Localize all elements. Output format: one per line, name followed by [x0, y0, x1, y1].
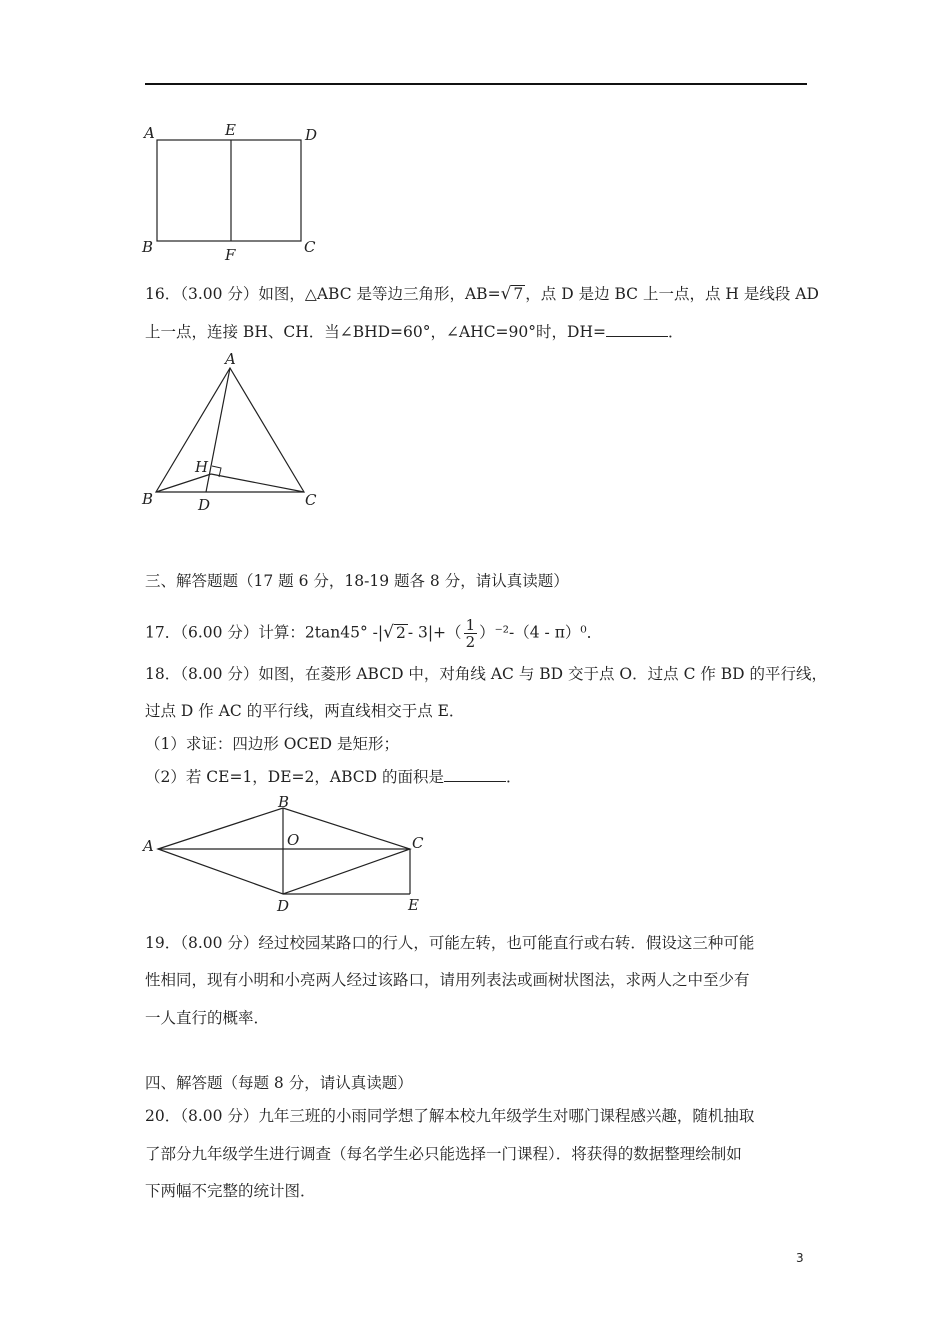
segment-ad — [206, 368, 230, 492]
section3-title: 三、解答题题（17 题 6 分，18-19 题各 8 分，请认真读题） — [145, 572, 569, 590]
label-d: D — [305, 126, 318, 144]
label-c: C — [412, 834, 424, 852]
q17-line: 17．（6.00 分）计算：2tan45° -|√ 2 - 3|+（ $\frac{1}{2}$ ）⁻²-（4 - π）⁰． — [145, 616, 603, 651]
q19-line3: 一人直行的概率． — [145, 1009, 270, 1027]
label-c: C — [305, 491, 317, 509]
rectangle-abcd — [157, 140, 301, 241]
rhombus-abcd — [158, 808, 410, 894]
label-e: E — [408, 896, 419, 914]
label-b: B — [142, 238, 154, 256]
q16-line2: 上一点，连接 BH、CH．当∠BHD=60°，∠AHC=90°时，DH= ． — [145, 323, 684, 341]
label-e: E — [225, 121, 236, 139]
sqrt-icon: √ — [500, 284, 512, 304]
label-a: A — [144, 124, 155, 142]
header-rule — [145, 83, 807, 85]
label-a: A — [143, 837, 154, 855]
segment-ch — [211, 474, 304, 492]
q17-sqrt-value: 2 — [395, 623, 406, 642]
label-d: D — [277, 897, 290, 915]
q19-line2: 性相同，现有小明和小亮两人经过该路口，请用列表法或画树状图法，求两人之中至少有 — [145, 971, 750, 989]
q20-line3: 下两幅不完整的统计图． — [145, 1182, 316, 1200]
label-a: A — [225, 350, 236, 368]
label-b: B — [142, 490, 154, 508]
figure-rectangle-abcd — [140, 118, 330, 266]
q18-part1: （1）求证：四边形 OCED 是矩形； — [145, 735, 400, 753]
q19-line1: 19．（8.00 分）经过校园某路口的行人，可能左转，也可能直行或右转．假设这三种可能 — [145, 934, 755, 952]
q16-sqrt-value: 7 — [513, 285, 524, 303]
answer-blank — [444, 767, 506, 782]
figure-rhombus-abcd — [140, 794, 440, 918]
figure-triangle-abc — [138, 348, 328, 516]
label-c: C — [304, 238, 316, 256]
q16-line1: 16．（3.00 分）如图，△ABC 是等边三角形，AB=√ 7 ，点 D 是边 BC 上一点，点 H 是线段 AD — [145, 284, 819, 304]
segment-bh — [156, 474, 211, 492]
q20-line2: 了部分九年级学生进行调查（每名学生必只能选择一门课程）．将获得的数据整理绘制如 — [145, 1145, 742, 1163]
page-number: 3 — [796, 1251, 804, 1265]
label-b: B — [278, 793, 290, 811]
triangle-abc — [156, 368, 304, 492]
label-f: F — [225, 246, 236, 264]
label-o: O — [287, 831, 300, 849]
q20-line1: 20．（8.00 分）九年三班的小雨同学想了解本校九年级学生对哪门课程感兴趣，随机抽取 — [145, 1107, 755, 1125]
q18-part2: （2）若 CE=1，DE=2，ABCD 的面积是 ． — [145, 768, 522, 786]
answer-blank — [606, 322, 668, 337]
label-h: H — [195, 458, 209, 476]
q18-line1: 18．（8.00 分）如图，在菱形 ABCD 中，对角线 AC 与 BD 交于点 O．过点 C 作 BD 的平行线， — [145, 665, 828, 683]
sqrt-icon: √ — [383, 622, 394, 643]
section4-title: 四、解答题（每题 8 分，请认真读题） — [145, 1074, 413, 1092]
label-d: D — [198, 496, 211, 514]
q18-line2: 过点 D 作 AC 的平行线，两直线相交于点 E． — [145, 702, 465, 720]
q17-fraction: $\frac{1}{2}$ — [465, 616, 476, 651]
